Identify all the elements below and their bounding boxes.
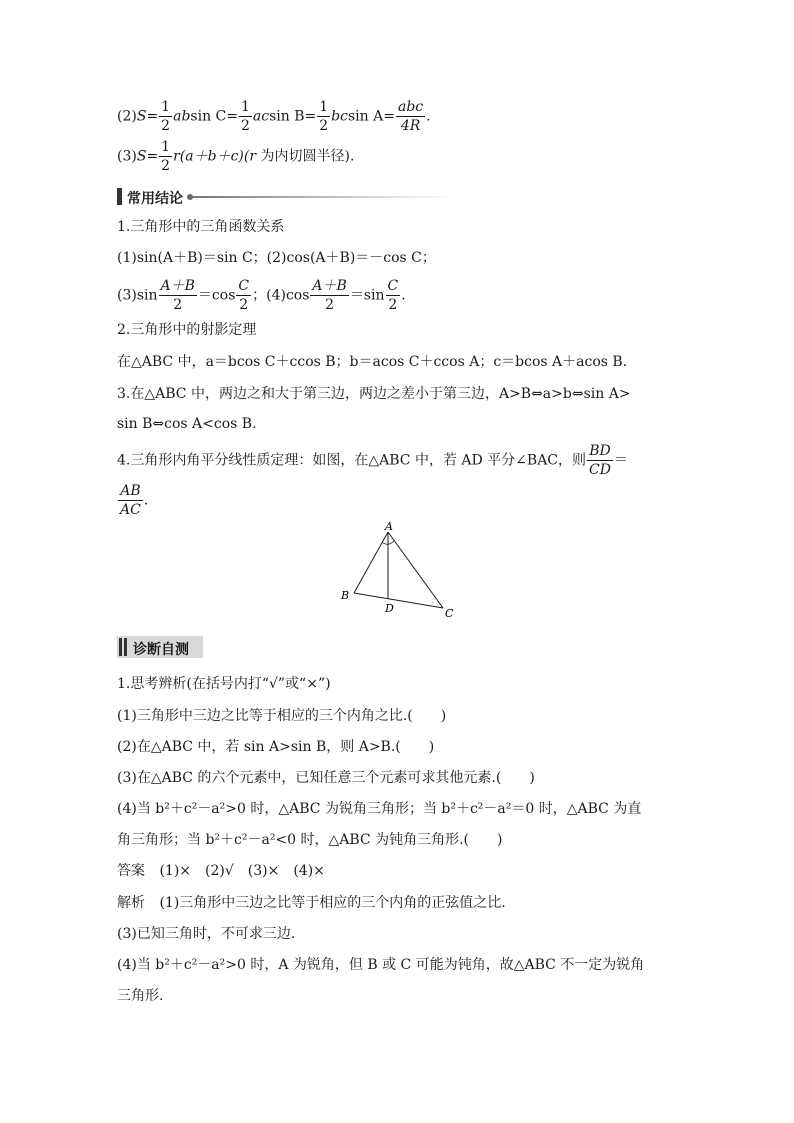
formula-prefix: (2) [117, 108, 137, 125]
formula-equals: = [146, 148, 159, 165]
label-b: B [341, 589, 350, 602]
formula-r: r [173, 148, 180, 165]
text-segment: ＝ [613, 452, 628, 469]
formula-r: r [249, 148, 257, 165]
formula-end: . [426, 108, 431, 125]
formula-term: bc [331, 108, 348, 125]
section-title: 常用结论 [127, 191, 183, 207]
analysis-line-2: (3)已知三角时，不可求三边. [117, 926, 296, 942]
text-segment: ＝cos [197, 287, 236, 304]
formula-term: sin A [347, 108, 384, 125]
analysis-label: 解析 [117, 895, 145, 911]
conclusion-1-line-1: (1)sin(A＋B)＝sin C；(2)cos(A＋B)＝－cos C； [117, 250, 436, 266]
formula-symbol: S [136, 108, 147, 125]
question-4-line-1: (4)当 b²＋c²－a²>0 时，△ABC 为锐角三角形；当 b²＋c²－a²＝0 时，△ABC 为直 [117, 801, 642, 817]
text-segment: ；(4)cos [252, 287, 310, 304]
label-c: C [445, 607, 454, 620]
answer-label: 答案 [117, 863, 145, 879]
section-marker [119, 638, 122, 656]
formula-symbol: S [136, 148, 147, 165]
answer-line [117, 864, 325, 878]
text-segment: . [401, 287, 406, 304]
conclusion-3-line-2: sin B⇔cos A<cos B. [117, 416, 257, 432]
text-segment: . [143, 492, 149, 509]
fraction-half: $\frac{1}{2}$ [240, 99, 250, 134]
formula-term: ac [252, 108, 270, 125]
section-header-diagnosis [117, 636, 203, 658]
question-3: (3)在△ABC 的六个元素中，已知任意三个元素可求其他元素.( ) [117, 770, 535, 786]
conclusion-4-line-2 [117, 484, 148, 517]
conclusion-2-title: 2.三角形中的射影定理 [117, 322, 257, 338]
formula-term: sin B [269, 108, 305, 125]
fraction: $\frac{A+B}{2}$ [312, 278, 347, 313]
formula-equals: = [146, 108, 159, 125]
analysis-text: (1)三角形中三边之比等于相应的三个内角的正弦值之比. [159, 895, 506, 911]
formula-term: sin C [190, 108, 227, 125]
conclusion-4-line-1 [117, 444, 628, 477]
formula-body: (a＋b＋c)( [179, 148, 250, 165]
formula-equals: = [304, 108, 317, 125]
question-1: (1)三角形中三边之比等于相应的三个内角之比.( ) [117, 708, 447, 724]
formula-term: ab [173, 108, 191, 125]
fraction-half: $\frac{1}{2}$ [161, 139, 171, 174]
analysis-line-4: 三角形. [117, 988, 164, 1004]
section-title: 诊断自测 [133, 642, 189, 658]
analysis-line-1 [117, 896, 506, 910]
conclusion-1-title: 1.三角形中的三角函数关系 [117, 219, 285, 235]
side-bc [354, 593, 443, 608]
area-formula-3 [117, 140, 354, 173]
fraction-ab-ac: $\frac{AB}{AC}$ [120, 483, 141, 518]
conclusion-1-line-2 [117, 279, 406, 312]
label-a: A [385, 520, 393, 533]
text-segment: (3)sin [117, 287, 158, 304]
answer-text: (1)× (2)√ (3)× (4)× [159, 863, 325, 879]
fraction-half: $\frac{1}{2}$ [319, 99, 329, 134]
fraction: $\frac{C}{2}$ [387, 278, 399, 313]
fraction-half: $\frac{1}{2}$ [161, 99, 171, 134]
side-ac [388, 532, 443, 608]
fraction: $\frac{A+B}{2}$ [160, 278, 195, 313]
analysis-line-3: (4)当 b²＋c²－a²>0 时，A 为锐角，但 B 或 C 可能为钝角，故△ABC 不一定为锐角 [117, 957, 645, 973]
conclusion-2-line: 在△ABC 中，a＝bcos C＋ccos B；b＝acos C＋ccos A；c＝bcos A＋acos B. [117, 354, 628, 370]
text-segment: ＝sin [349, 287, 385, 304]
area-formula-2 [117, 100, 431, 133]
fraction-bd-cd: $\frac{BD}{CD}$ [589, 443, 611, 478]
conclusion-3-line-1: 3.在△ABC 中，两边之和大于第三边，两边之差小于第三边，A>B⇔a>b⇔sin A> [117, 386, 631, 402]
fraction-abc-4r: $\frac{\text{abc}}{4R}$ [397, 99, 424, 134]
side-ab [354, 532, 388, 593]
question-2: (2)在△ABC 中，若 sin A>sin B，则 A>B.( ) [117, 739, 435, 755]
question-title: 1.思考辨析(在括号内打“√”或“×”) [117, 676, 331, 692]
fraction: $\frac{C}{2}$ [238, 278, 250, 313]
formula-equals: = [383, 108, 395, 125]
text-segment: 4.三角形内角平分线性质定理：如图，在△ABC 中，若 AD 平分∠BAC，则 [117, 452, 587, 469]
section-marker [117, 188, 122, 205]
formula-prefix: (3) [117, 148, 137, 165]
section-rule [193, 196, 453, 198]
label-d: D [385, 602, 394, 615]
section-marker [124, 638, 127, 656]
triangle-figure [335, 520, 465, 620]
formula-equals: = [226, 108, 238, 125]
question-4-line-2: 角三角形；当 b²＋c²－a²<0 时，△ABC 为钝角三角形.( ) [117, 832, 503, 848]
formula-note: 为内切圆半径). [256, 148, 355, 165]
